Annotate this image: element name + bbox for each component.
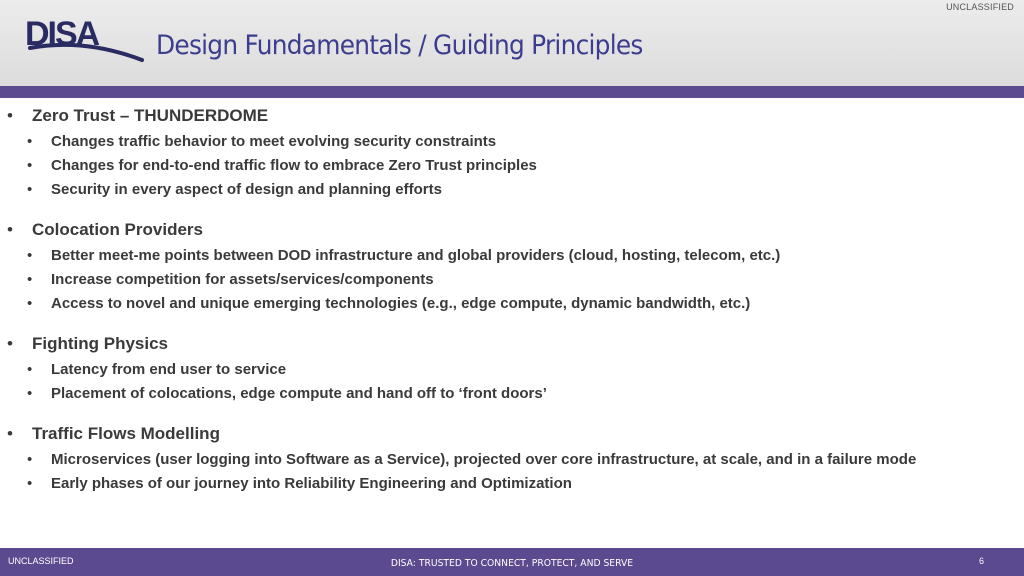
list-item <box>0 450 1010 470</box>
list-item-text: Early phases of our journey into Reliability Engineering and Optimization <box>51 475 572 492</box>
list-item <box>0 246 1010 266</box>
list-item <box>0 474 1010 494</box>
section-fighting-physics <box>0 332 1010 404</box>
bullet-icon: • <box>7 220 13 239</box>
disa-logo <box>24 14 144 66</box>
list-item <box>0 156 1010 176</box>
list-item-text: Better meet-me points between DOD infrastructure and global providers (cloud, hosting, telecom, etc.) <box>51 247 781 264</box>
list-item <box>0 294 1010 314</box>
sub-list <box>0 132 1010 200</box>
bullet-icon: • <box>7 106 13 125</box>
section-traffic-flows-modelling <box>0 422 1010 494</box>
bullet-icon: • <box>27 295 33 312</box>
bullet-icon: • <box>27 361 33 378</box>
list-item-text: Latency from end user to service <box>51 361 287 378</box>
bullet-icon: • <box>27 157 33 174</box>
section-zero-trust <box>0 104 1010 200</box>
list-item-text: Security in every aspect of design and planning efforts <box>51 181 442 198</box>
header-divider-bar <box>0 86 1024 98</box>
section-heading <box>0 218 1010 242</box>
list-item-text: Changes for end-to-end traffic flow to embrace Zero Trust principles <box>51 157 537 174</box>
section-heading <box>0 104 1010 128</box>
section-heading-text: Fighting Physics <box>32 334 169 353</box>
bullet-icon: • <box>7 424 13 443</box>
section-heading-text: Colocation Providers <box>32 220 203 239</box>
list-item-text: Increase competition for assets/services/components <box>51 271 434 288</box>
list-item <box>0 270 1010 290</box>
sub-list <box>0 360 1010 404</box>
list-item <box>0 384 1010 404</box>
list-item-text: Changes traffic behavior to meet evolving security constraints <box>51 133 497 150</box>
sub-list <box>0 450 1010 494</box>
bullet-icon: • <box>27 181 33 198</box>
bullet-icon: • <box>27 451 33 468</box>
section-heading <box>0 422 1010 446</box>
slide-footer <box>0 548 1024 576</box>
list-item <box>0 360 1010 380</box>
slide-body <box>0 104 1010 494</box>
bullet-icon: • <box>27 385 33 402</box>
list-item <box>0 180 1010 200</box>
classification-top: UNCLASSIFIED <box>946 2 1014 12</box>
section-colocation-providers <box>0 218 1010 314</box>
slide-title: Design Fundamentals / Guiding Principles <box>156 30 643 61</box>
section-heading-text: Traffic Flows Modelling <box>32 424 220 443</box>
list-item-text: Access to novel and unique emerging technologies (e.g., edge compute, dynamic bandwidth, etc.) <box>51 295 751 312</box>
bullet-icon: • <box>27 475 33 492</box>
footer-classification: UNCLASSIFIED <box>8 556 74 566</box>
list-item-text: Placement of colocations, edge compute and hand off to ‘front doors’ <box>51 385 547 402</box>
section-heading-text: Zero Trust – THUNDERDOME <box>32 106 269 125</box>
section-heading <box>0 332 1010 356</box>
list-item <box>0 132 1010 152</box>
bullet-icon: • <box>27 271 33 288</box>
bullet-icon: • <box>7 334 13 353</box>
bullet-icon: • <box>27 133 33 150</box>
footer-tagline: DISA: TRUSTED TO CONNECT, PROTECT, AND SERVE <box>390 558 634 569</box>
list-item-text: Microservices (user logging into Software as a Service), projected over core infrastructure, at scale, and in a failure mode <box>51 451 917 468</box>
disa-logo-text: DISA <box>25 15 99 53</box>
bullet-icon: • <box>27 247 33 264</box>
page-number: 6 <box>978 556 984 566</box>
sub-list <box>0 246 1010 314</box>
